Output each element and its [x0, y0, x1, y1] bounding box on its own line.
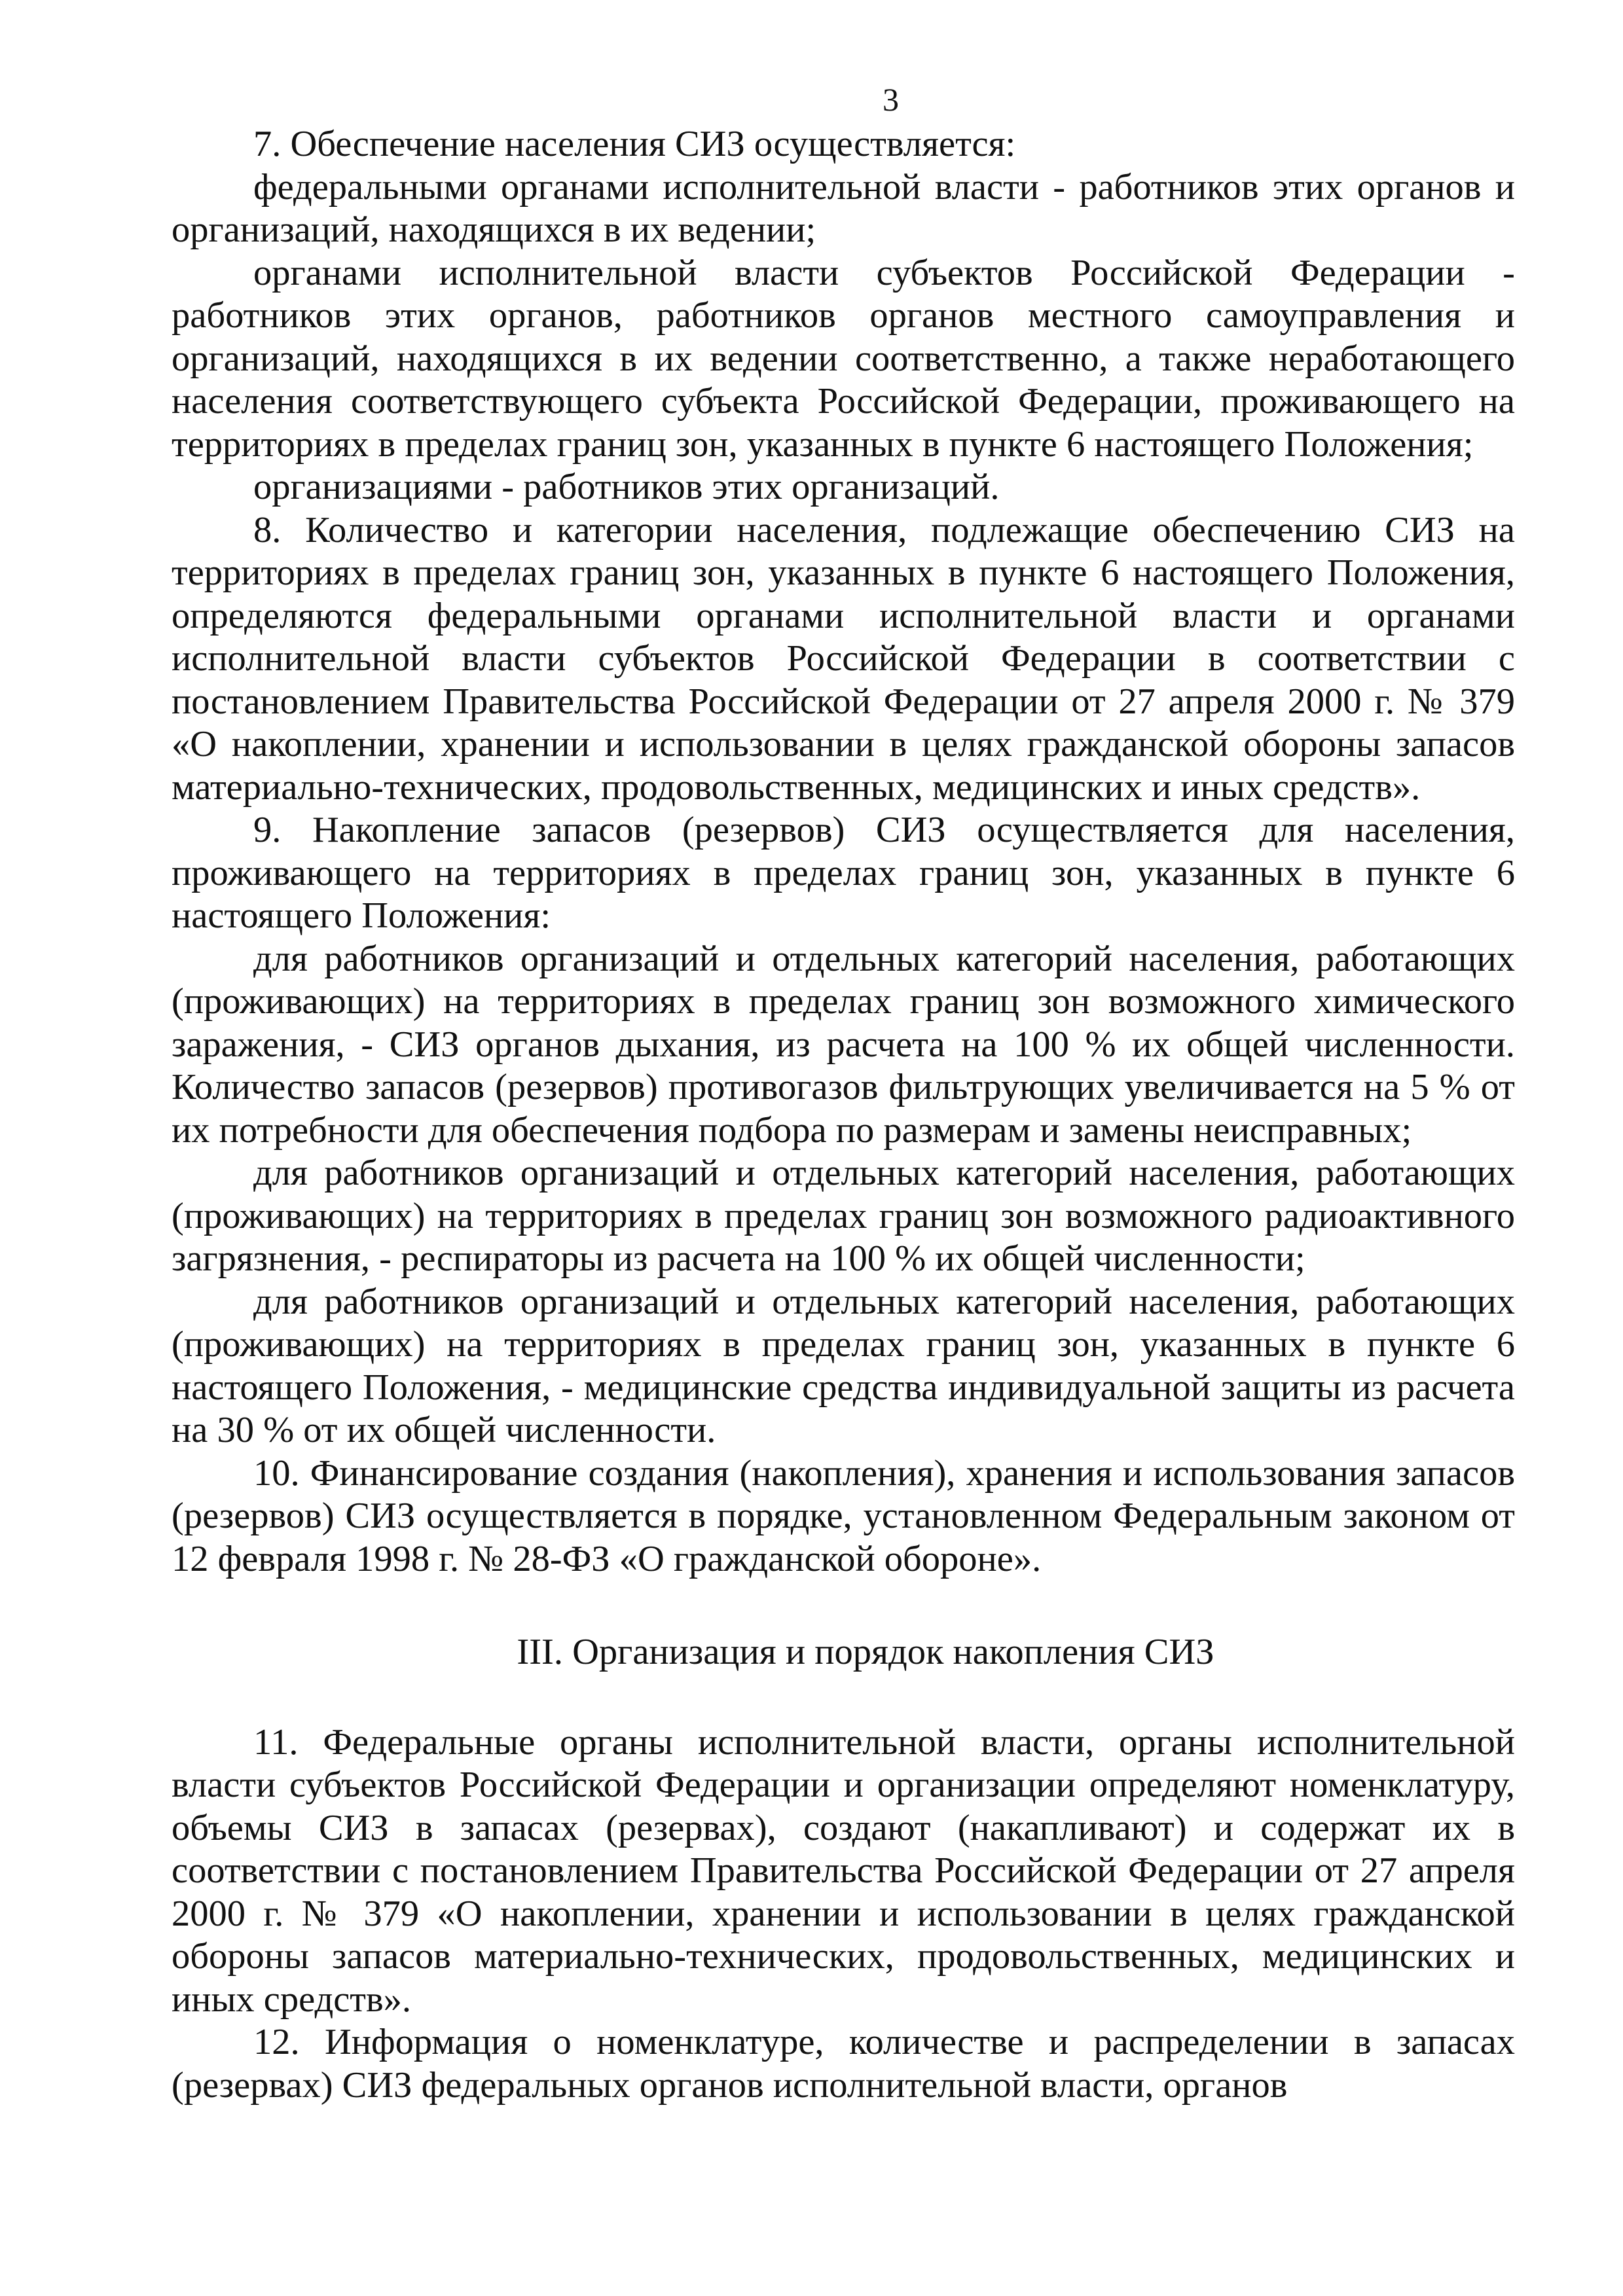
paragraph-10: 10. Финансирование создания (накопления), хранения и использования запасов (резервов) СИЗ осуществляется в порядке, установленном Федеральным законом от 12 февраля 1998 г. № 28-ФЗ «О гражданской обороне». — [172, 1452, 1515, 1579]
paragraph-9-item-radioactive: для работников организаций и отдельных категорий населения, работающих (проживающих) на территориях в пределах границ зон возможного радиоактивного загрязнения, - респираторы из расчета на 100 % их общей численности; — [172, 1153, 1515, 1279]
paragraph-11: 11. Федеральные органы исполнительной власти, органы исполнительной власти субъектов Российской Федерации и организации определяют номенклатуру, объемы СИЗ в запасах (резервах), создают (накапливают) и содержат их в соответствии с постановлением Правительства Российской Федерации от 27 апреля 2000 г. № 379 «О накоплении, хранении и использовании в целях гражданской обороны запасов материально-технических, продовольственных, медицинских и иных средств». — [172, 1721, 1515, 2020]
paragraph-12: 12. Информация о номенклатуре, количестве и распределении в запасах (резервах) СИЗ федеральных органов исполнительной власти, органов — [172, 2022, 1515, 2106]
paragraph-7: 7. Обеспечение населения СИЗ осуществляется: — [253, 124, 1016, 164]
paragraph-9-item-chemical: для работников организаций и отдельных категорий населения, работающих (проживающих) на территориях в пределах границ зон возможного химического заражения, - СИЗ органов дыхания, из расчета на 100 % их общей численности. Количество запасов (резервов) противогазов фильтрующих увеличивается на 5 % от их потребности для обеспечения подбора по размерам и замены неисправных; — [172, 938, 1515, 1151]
section-heading: III. Организация и порядок накопления СИЗ — [517, 1632, 1214, 1672]
page-number: 3 — [883, 81, 899, 118]
paragraph-7-item-federal: федеральными органами исполнительной власти - работников этих органов и организаций, находящихся в их ведении; — [172, 166, 1515, 250]
document-body — [172, 123, 1515, 2107]
paragraph-7-item-regional: органами исполнительной власти субъектов Российской Федерации - работников этих органов, работников органов местного самоуправления и организаций, находящихся в их ведении соответственно, а также неработающего населения соответствующего субъекта Российской Федерации, проживающего на территориях в пределах границ зон, указанных в пункте 6 настоящего Положения; — [172, 252, 1515, 465]
paragraph-9: 9. Накопление запасов (резервов) СИЗ осуществляется для населения, проживающего на территориях в пределах границ зон, указанных в пункте 6 настоящего Положения: — [172, 810, 1515, 936]
paragraph-9-item-medical: для работников организаций и отдельных категорий населения, работающих (проживающих) на территориях в пределах границ зон, указанных в пункте 6 настоящего Положения, - медицинские средства индивидуальной защиты из расчета на 30 % от их общей численности. — [172, 1281, 1515, 1450]
paragraph-8: 8. Количество и категории населения, подлежащие обеспечению СИЗ на территориях в пределах границ зон, указанных в пункте 6 настоящего Положения, определяются федеральными органами исполнительной власти и органами исполнительной власти субъектов Российской Федерации в соответствии с постановлением Правительства Российской Федерации от 27 апреля 2000 г. № 379 «О накоплении, хранении и использовании в целях гражданской обороны запасов материально-технических, продовольственных, медицинских и иных средств». — [172, 509, 1515, 808]
paragraph-7-item-organizations: организациями - работников этих организаций. — [253, 467, 1000, 507]
